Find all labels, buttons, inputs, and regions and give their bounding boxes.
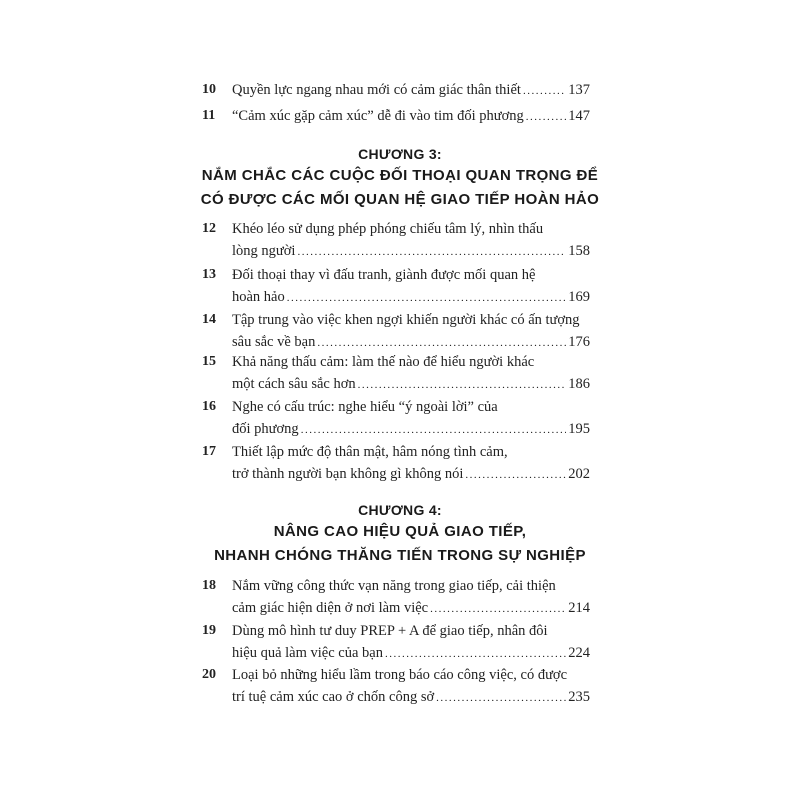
entry-number: 19	[202, 623, 216, 638]
entry-title: “Cảm xúc gặp cảm xúc” dễ đi vào tim đối phương	[232, 108, 524, 124]
entry-page: 158	[568, 243, 590, 259]
entry-title: trở thành người bạn không gì không nói	[232, 466, 464, 482]
toc-entry[interactable]	[202, 664, 590, 709]
chapter-label: CHƯƠNG 3:	[358, 146, 442, 162]
entry-title: đối phương	[232, 421, 299, 437]
chapter-title-line: NÂNG CAO HIỆU QUẢ GIAO TIẾP,	[273, 523, 527, 540]
entry-title-line: Khả năng thấu cảm: làm thế nào để hiểu người khác	[232, 354, 535, 370]
toc-entry[interactable]	[202, 309, 590, 354]
entry-number: 18	[202, 578, 216, 593]
entry-page: 176	[568, 334, 590, 350]
entry-title-line: Loại bỏ những hiểu lầm trong báo cáo công việc, có được	[232, 667, 568, 683]
entry-line	[232, 286, 590, 309]
entry-page: 186	[568, 376, 590, 392]
leader-dots	[287, 287, 567, 309]
chapter-heading	[150, 500, 650, 568]
leader-dots	[523, 80, 566, 102]
entry-number: 14	[202, 312, 216, 327]
toc-entry[interactable]	[202, 79, 590, 102]
chapter-title-line: CÓ ĐƯỢC CÁC MỐI QUAN HỆ GIAO TIẾP HOÀN HẢO	[200, 191, 600, 208]
entry-title: lòng người	[232, 243, 296, 259]
entry-title-line: Nắm vững công thức vạn năng trong giao tiếp, cải thiện	[232, 578, 556, 594]
entry-line	[232, 105, 590, 128]
entry-number: 15	[202, 354, 216, 369]
entry-title: hiệu quả làm việc của bạn	[232, 645, 383, 661]
entry-page: 235	[568, 689, 590, 705]
entry-page: 137	[568, 82, 590, 98]
entry-line	[232, 418, 590, 441]
entry-page: 195	[568, 421, 590, 437]
chapter-heading	[150, 144, 650, 212]
entry-line	[232, 373, 590, 396]
entry-line	[232, 686, 590, 709]
entry-title: sâu sắc về bạn	[232, 334, 316, 350]
leader-dots	[385, 643, 566, 665]
leader-dots	[358, 374, 567, 396]
toc-entry[interactable]	[202, 264, 590, 309]
toc-entry[interactable]	[202, 351, 590, 396]
entry-title: hoàn hảo	[232, 289, 285, 305]
entry-title-line: Khéo léo sử dụng phép phóng chiếu tâm lý, nhìn thấu	[232, 221, 544, 237]
entry-title: một cách sâu sắc hơn	[232, 376, 356, 392]
entry-number: 12	[202, 221, 216, 236]
entry-line	[232, 642, 590, 665]
entry-title: cảm giác hiện diện ở nơi làm việc	[232, 600, 429, 616]
chapter-title-line: NẮM CHẮC CÁC CUỘC ĐỐI THOẠI QUAN TRỌNG ĐỂ	[201, 167, 599, 184]
entry-title-line: Nghe có cấu trúc: nghe hiểu “ý ngoài lời” của	[232, 399, 498, 415]
entry-page: 169	[568, 289, 590, 305]
chapter-title-line: NHANH CHÓNG THĂNG TIẾN TRONG SỰ NGHIỆP	[214, 547, 586, 564]
leader-dots	[430, 598, 566, 620]
leader-dots	[301, 419, 567, 441]
entry-number: 13	[202, 267, 216, 282]
entry-title: Quyền lực ngang nhau mới có cảm giác thân thiết	[232, 82, 521, 98]
entry-number: 20	[202, 667, 216, 682]
entry-number: 10	[202, 82, 216, 97]
entry-title-line: Dùng mô hình tư duy PREP + A để giao tiếp, nhân đôi	[232, 623, 548, 639]
leader-dots	[465, 464, 566, 486]
entry-number: 16	[202, 399, 216, 414]
entry-page: 224	[568, 645, 590, 661]
entry-page: 214	[568, 600, 590, 616]
entry-line	[232, 463, 590, 486]
leader-dots	[526, 106, 566, 128]
entry-page: 202	[568, 466, 590, 482]
entry-line	[232, 79, 590, 102]
toc-entry[interactable]	[202, 105, 590, 128]
toc-entry[interactable]	[202, 575, 590, 620]
entry-title: trí tuệ cảm xúc cao ở chốn công sở	[232, 689, 435, 705]
entry-number: 11	[202, 108, 216, 123]
entry-line	[232, 240, 590, 263]
entry-title-line: Đối thoại thay vì đấu tranh, giành được mối quan hệ	[232, 267, 536, 283]
leader-dots	[297, 241, 566, 263]
chapter-label: CHƯƠNG 4:	[358, 502, 442, 518]
toc-entry[interactable]	[202, 441, 590, 486]
entry-number: 17	[202, 444, 216, 459]
toc-entry[interactable]	[202, 620, 590, 665]
toc-entry[interactable]	[202, 396, 590, 441]
entry-title-line: Thiết lập mức độ thân mật, hâm nóng tình cảm,	[232, 444, 508, 460]
leader-dots	[436, 687, 566, 709]
entry-title-line: Tập trung vào việc khen ngợi khiến người khác có ấn tượng	[232, 312, 580, 328]
toc-entry[interactable]	[202, 218, 590, 263]
entry-line	[232, 597, 590, 620]
entry-page: 147	[568, 108, 590, 124]
